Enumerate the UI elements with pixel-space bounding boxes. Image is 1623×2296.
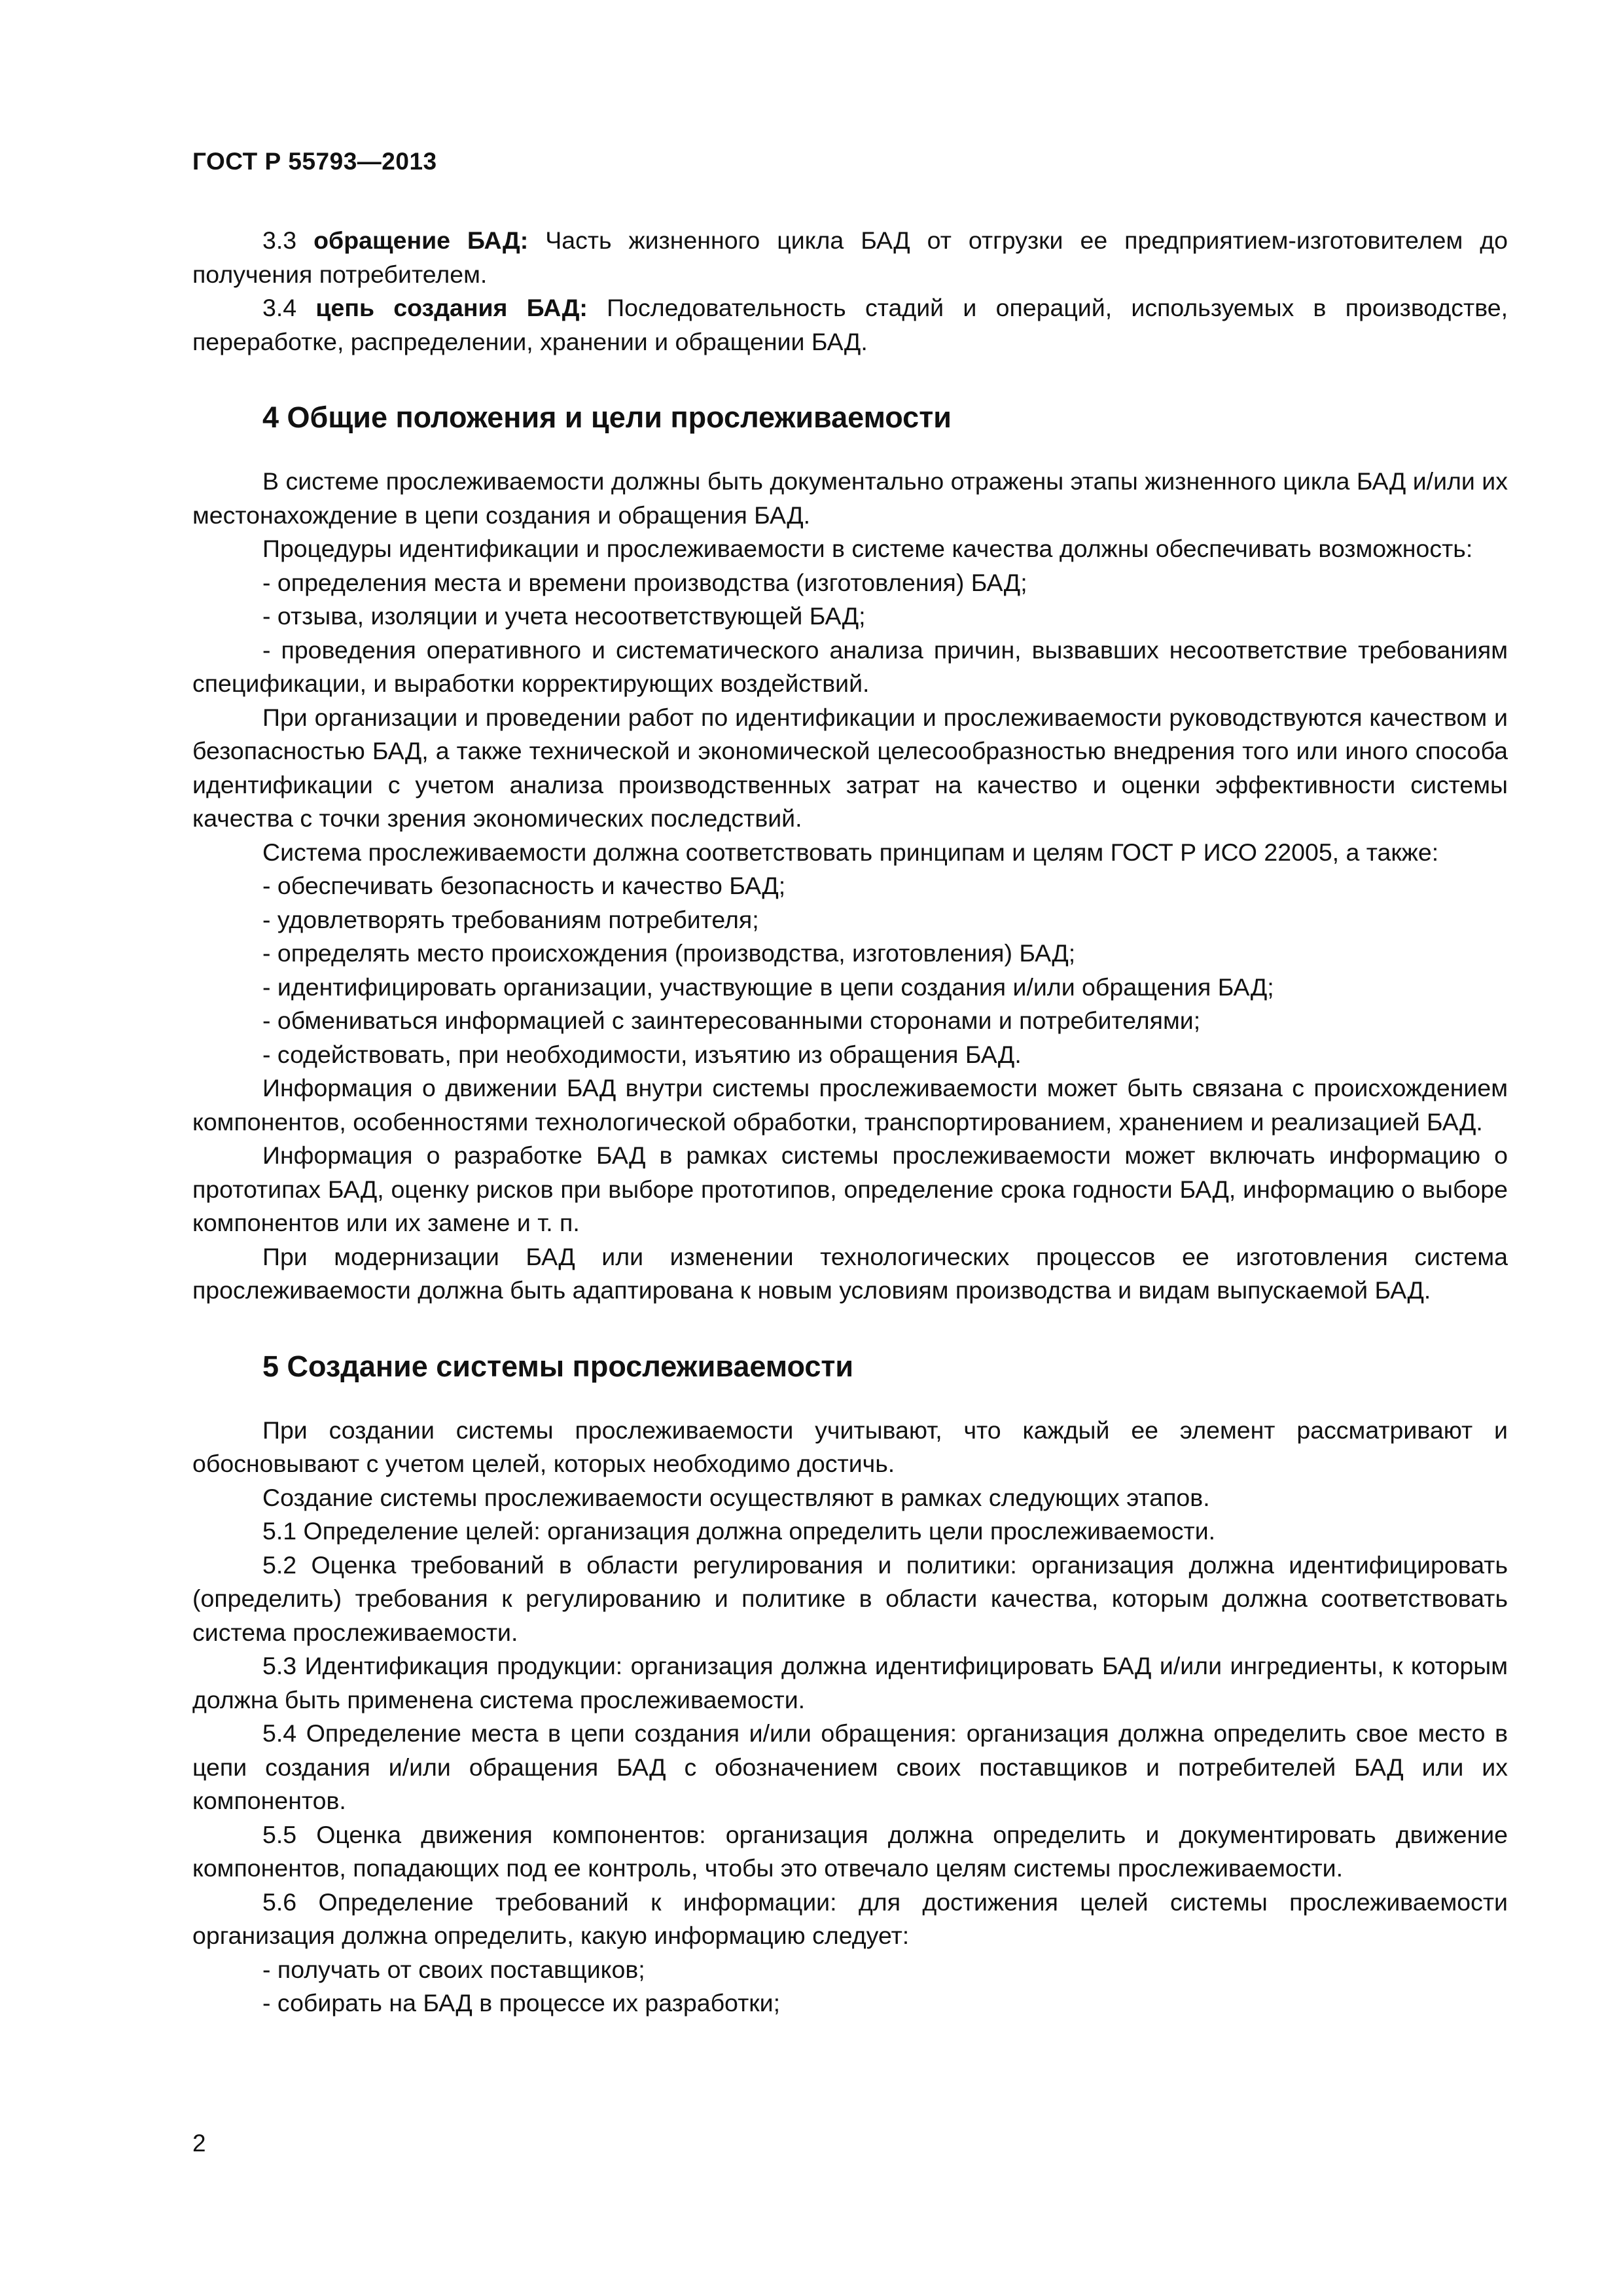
list-item: - удовлетворять требованиям потребителя;: [262, 905, 759, 933]
document-code-header: ГОСТ Р 55793—2013: [192, 148, 437, 175]
paragraph: Создание системы прослеживаемости осуществляют в рамках следующих этапов.: [262, 1483, 1210, 1511]
term-definition-text: Последовательность стадий и операций, используемых в производстве, переработке, распределении, хранении и обращении БАД.: [192, 294, 1508, 355]
clause-5-5: 5.5 Оценка движения компонентов: организация должна определить и документировать движение компонентов, попадающих под ее контроль, чтобы это отвечало целям системы прослеживаемости.: [192, 1820, 1508, 1882]
clause-5-6: 5.6 Определение требований к информации: для достижения целей системы прослеживаемости организация должна определить, какую информацию следует:: [192, 1888, 1508, 1949]
term-definition-3-3: [192, 224, 1508, 291]
page-number: 2: [192, 2130, 206, 2157]
term-name: обращение БАД:: [313, 226, 529, 254]
paragraph: Система прослеживаемости должна соответствовать принципам и целям ГОСТ Р ИСО 22005, а также:: [262, 838, 1439, 866]
section-4-heading: 4 Общие положения и цели прослеживаемости: [262, 401, 952, 434]
section-5-heading: 5 Создание системы прослеживаемости: [262, 1349, 854, 1383]
list-item: - определять место происхождения (производства, изготовления) БАД;: [262, 939, 1076, 967]
list-item: - обмениваться информацией с заинтересованными сторонами и потребителями;: [262, 1007, 1201, 1034]
paragraph: Информация о разработке БАД в рамках системы прослеживаемости может включать информацию о прототипах БАД, оценку рисков при выборе прототипов, определение срока годности БАД, информацию о выборе компонентов или их замене и т. п.: [192, 1141, 1508, 1236]
list-item: - получать от своих поставщиков;: [262, 1955, 645, 1983]
list-item: - определения места и времени производства (изготовления) БАД;: [262, 568, 1027, 596]
paragraph: При организации и проведении работ по идентификации и прослеживаемости руководствуются качеством и безопасностью БАД, а также технической и экономической целесообразностью внедрения того или иного способа идентификации с учетом анализа производственных затрат на качество и оценки эффективности системы качества с точки зрения экономических последствий.: [192, 703, 1508, 832]
paragraph: Информация о движении БАД внутри системы прослеживаемости может быть связана с происхождением компонентов, особенностями технологической обработки, транспортированием, хранением и реализацией БАД.: [192, 1074, 1508, 1136]
clause-5-1: 5.1 Определение целей: организация должна определить цели прослеживаемости.: [262, 1517, 1216, 1545]
list-item: - идентифицировать организации, участвующие в цепи создания и/или обращения БАД;: [262, 973, 1274, 1001]
document-body: [192, 224, 1508, 2020]
paragraph: При создании системы прослеживаемости учитывают, что каждый ее элемент рассматривают и обосновывают с учетом целей, которых необходимо достичь.: [192, 1416, 1508, 1477]
list-item: - содействовать, при необходимости, изъятию из обращения БАД.: [262, 1040, 1022, 1068]
list-item: - отзыва, изоляции и учета несоответствующей БАД;: [262, 602, 866, 630]
paragraph: Процедуры идентификации и прослеживаемости в системе качества должны обеспечивать возможность:: [262, 535, 1473, 562]
clause-5-2: 5.2 Оценка требований в области регулирования и политики: организация должна идентифицировать (определить) требования к регулированию и политике в области качества, которым должна соответствовать система прослеживаемости.: [192, 1551, 1508, 1646]
list-item: - проведения оперативного и систематического анализа причин, вызвавших несоответствие требованиям спецификации, и выработки корректирующих воздействий.: [192, 636, 1508, 697]
term-name: цепь создания БАД:: [315, 294, 588, 321]
clause-number: 3.3: [262, 226, 297, 254]
term-definition-3-4: [192, 291, 1508, 359]
clause-5-3: 5.3 Идентификация продукции: организация должна идентифицировать БАД и/или ингредиенты, к которым должна быть применена система прослеживаемости.: [192, 1652, 1508, 1713]
list-item: - собирать на БАД в процессе их разработки;: [262, 1989, 781, 2017]
term-definition-text: Часть жизненного цикла БАД от отгрузки ее предприятием-изготовителем до получения потребителем.: [192, 226, 1508, 288]
list-item: - обеспечивать безопасность и качество БАД;: [262, 872, 786, 899]
clause-5-4: 5.4 Определение места в цепи создания и/или обращения: организация должна определить свое место в цепи создания и/или обращения БАД с обозначением своих поставщиков и потребителей БАД или их компонентов.: [192, 1719, 1508, 1814]
clause-number: 3.4: [262, 294, 297, 321]
paragraph: В системе прослеживаемости должны быть документально отражены этапы жизненного цикла БАД и/или их местонахождение в цепи создания и обращения БАД.: [192, 467, 1508, 529]
paragraph: При модернизации БАД или изменении технологических процессов ее изготовления система прослеживаемости должна быть адаптирована к новым условиям производства и видам выпускаемой БАД.: [192, 1242, 1508, 1304]
